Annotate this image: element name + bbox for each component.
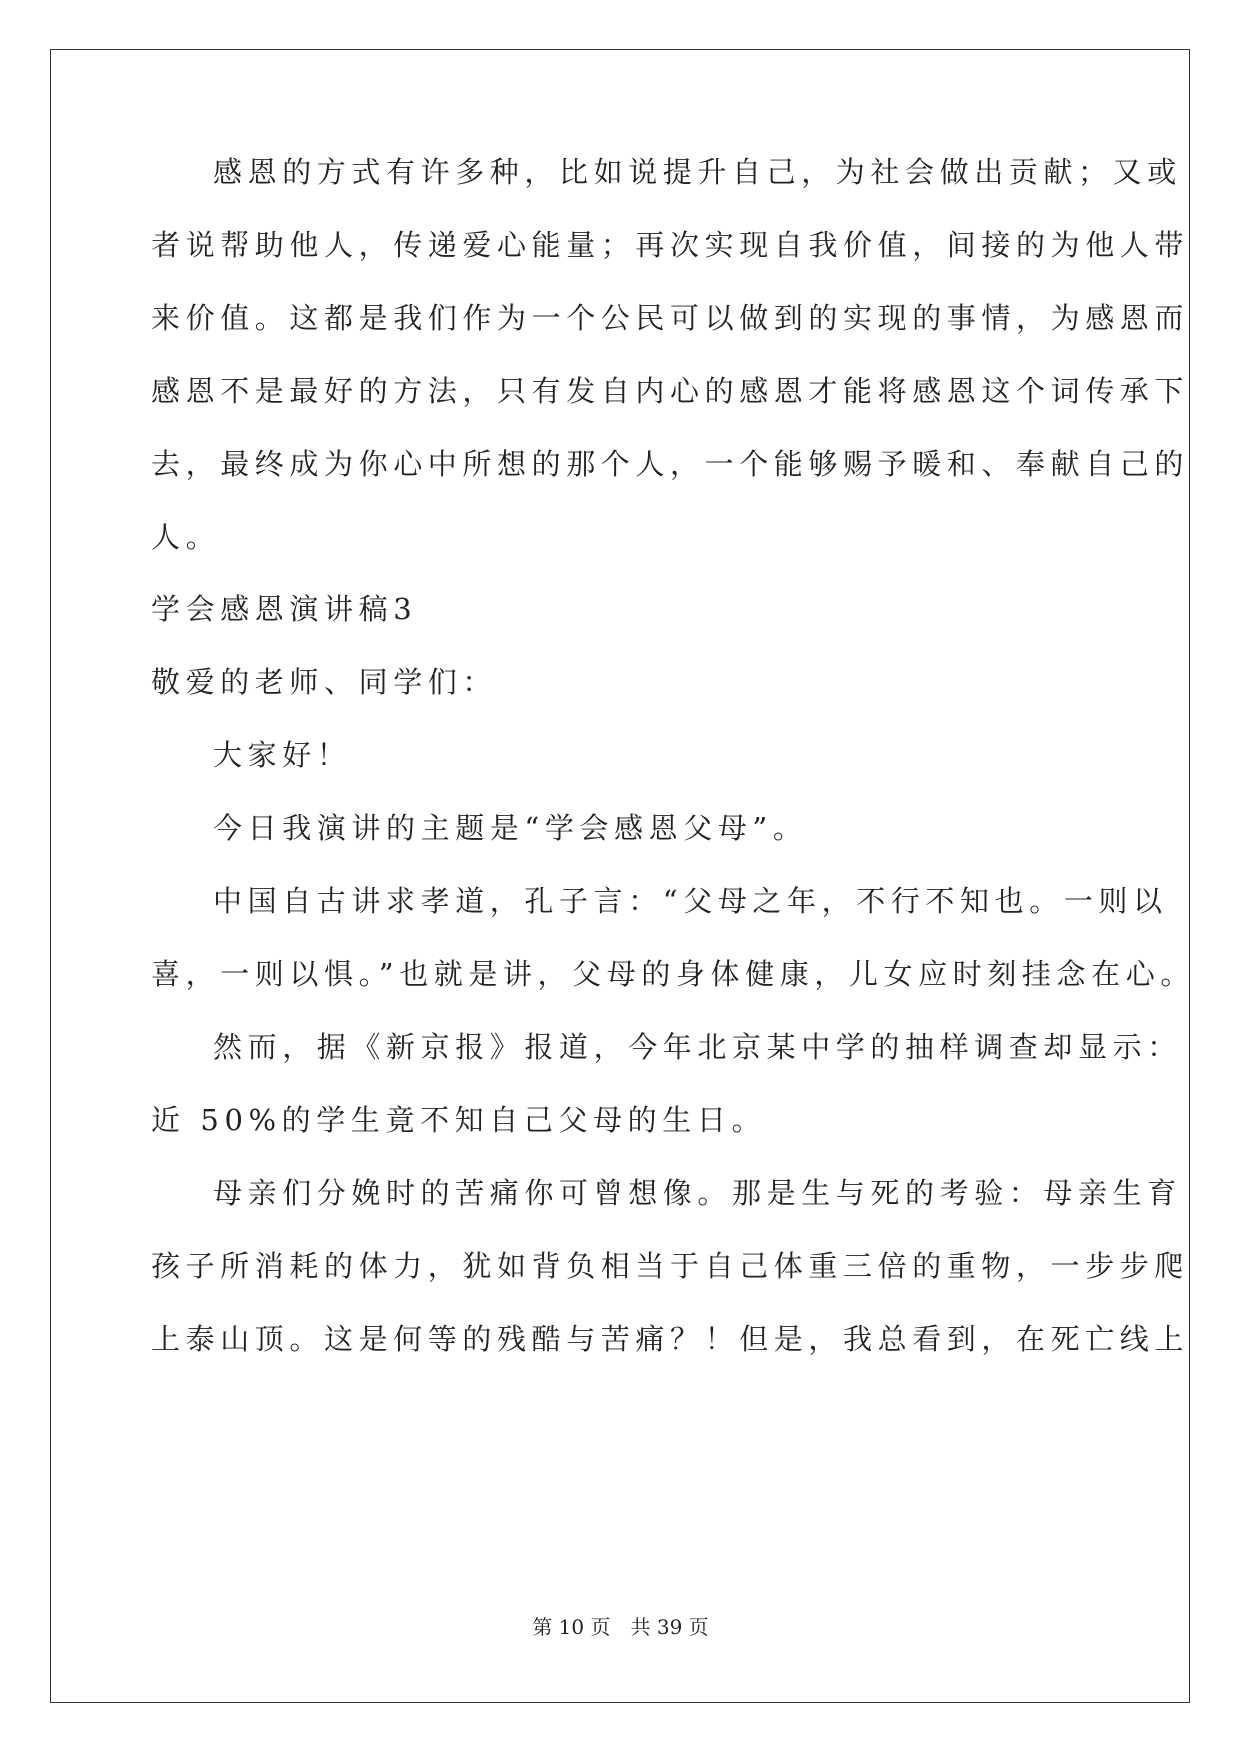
paragraph-3-line-1: 然而，据《新京报》报道，今年北京某中学的抽样调查却显示： — [213, 1030, 1182, 1064]
paragraph-1-line-2: 者说帮助他人，传递爱心能量；再次实现自我价值，间接的为他人带 — [151, 228, 1190, 262]
paragraph-1-line-1: 感恩的方式有许多种，比如说提升自己，为社会做出贡献；又或 — [213, 155, 1182, 189]
paragraph-1-line-4: 感恩不是最好的方法，只有发自内心的感恩才能将感恩这个词传承下 — [151, 374, 1190, 408]
section-heading: 学会感恩演讲稿3 — [151, 592, 418, 626]
paragraph-3-line-2: 近 50%的学生竟不知自己父母的生日。 — [151, 1103, 767, 1137]
paragraph-1-line-6: 人。 — [151, 520, 221, 554]
salutation: 敬爱的老师、同学们： — [151, 665, 498, 699]
greeting: 大家好！ — [213, 738, 352, 772]
paragraph-2-line-1: 中国自古讲求孝道，孔子言：“父母之年，不行不知也。一则以 — [213, 884, 1168, 918]
paragraph-4-line-3: 上泰山顶。这是何等的残酷与苦痛？！但是，我总看到，在死亡线上 — [151, 1322, 1190, 1356]
topic-line: 今日我演讲的主题是“学会感恩父母”。 — [213, 811, 808, 845]
paragraph-1-line-5: 去，最终成为你心中所想的那个人，一个能够赐予暖和、奉献自己的 — [151, 447, 1190, 481]
page-number-footer: 第 10 页 共 39 页 — [532, 1615, 709, 1639]
paragraph-1-line-3: 来价值。这都是我们作为一个公民可以做到的实现的事情，为感恩而 — [151, 301, 1190, 335]
paragraph-2-line-2: 喜，一则以惧。”也就是讲，父母的身体健康，儿女应时刻挂念在心。 — [151, 957, 1195, 991]
paragraph-4-line-1: 母亲们分娩时的苦痛你可曾想像。那是生与死的考验：母亲生育 — [213, 1176, 1182, 1210]
paragraph-4-line-2: 孩子所消耗的体力，犹如背负相当于自己体重三倍的重物，一步步爬 — [151, 1249, 1190, 1283]
